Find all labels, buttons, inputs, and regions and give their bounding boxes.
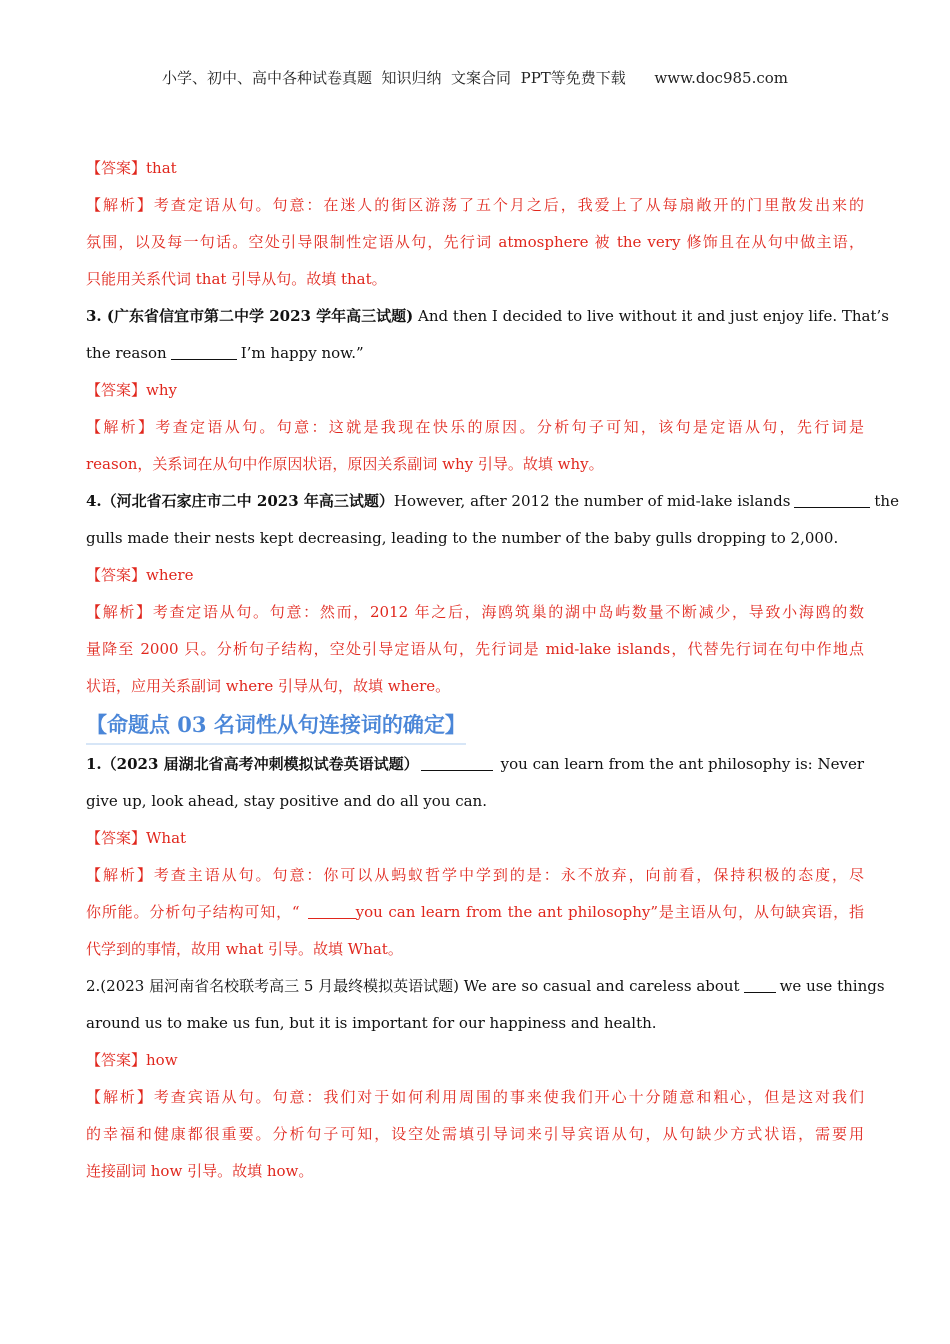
question-text: you can learn from the ant philosophy is: Never	[500, 755, 865, 773]
answer-line	[86, 557, 864, 594]
question-3-line2	[86, 335, 864, 372]
question-3-line1	[86, 298, 889, 335]
question-text: the reason	[86, 344, 167, 362]
analysis-label: 【解析】	[86, 603, 153, 621]
header-site-text: 小学、初中、高中各种试卷真题 知识归纳 文案合同 PPT等免费下载	[161, 69, 626, 87]
answer-line	[86, 150, 864, 187]
answer-blank	[171, 345, 237, 360]
analysis-line	[86, 409, 864, 446]
answer-value: how	[146, 1051, 178, 1069]
question-s1-line2: give up, look ahead, stay positive and do all you can.	[86, 792, 487, 810]
answer-line	[86, 1042, 864, 1079]
question-s2-line2: around us to make us fun, but it is important for our happiness and health.	[86, 1014, 657, 1032]
analysis-label: 【解析】	[86, 866, 154, 884]
analysis-line: 只能用关系代词 that 引导从句。故填 that。	[86, 270, 387, 288]
analysis-line	[86, 187, 864, 224]
answer-line	[86, 820, 864, 857]
header-url: www.doc985.com	[654, 69, 788, 87]
answer-value: where	[146, 566, 194, 584]
answer-label: 【答案】	[86, 566, 147, 584]
question-s1-line1	[86, 746, 864, 783]
answer-value: that	[146, 159, 177, 177]
question-s2-line1	[86, 968, 885, 1005]
question-text: However, after 2012 the number of mid-lake islands	[393, 492, 791, 510]
analysis-line	[86, 857, 864, 894]
analysis-line	[86, 1079, 864, 1116]
analysis-text: you can learn from the ant philosophy”是主语从句，从句缺宾语，指	[355, 903, 864, 921]
page-header	[0, 67, 950, 88]
analysis-text: 考查定语从句。句意：在迷人的街区游荡了五个月之后，我爱上了从每扇敞开的门里散发出来的	[153, 196, 864, 214]
question-text: 2.(2023 届河南省名校联考高三 5 月最终模拟英语试题) We are so casual and careless about	[86, 977, 740, 995]
analysis-label: 【解析】	[86, 1088, 154, 1106]
question-text: And then I decided to live without it and just enjoy life. That’s	[413, 307, 889, 325]
answer-label: 【答案】	[86, 159, 147, 177]
analysis-label: 【解析】	[86, 196, 154, 214]
question-4-line1	[86, 483, 899, 520]
analysis-line: reason，关系词在从句中作原因状语，原因关系副词 why 引导。故填 why。	[86, 455, 604, 473]
analysis-line: 氛围，以及每一句话。空处引导限制性定语从句，先行词 atmosphere 被 the very 修饰且在从句中做主语，	[86, 233, 864, 251]
answer-blank	[794, 493, 870, 508]
answer-blank	[744, 978, 776, 993]
answer-value: why	[146, 381, 177, 399]
analysis-text: 考查主语从句。句意：你可以从蚂蚁哲学中学到的是：永不放弃，向前看，保持积极的态度，尽	[153, 866, 864, 884]
analysis-text: 考查定语从句。句意：这就是我现在快乐的原因。分析句子可知，该句是定语从句，先行词是	[155, 418, 864, 436]
analysis-line	[86, 894, 864, 931]
analysis-line: 量降至 2000 只。分析句子结构，空处引导定语从句，先行词是 mid-lake islands，代替先行词在句中作地点	[86, 640, 864, 658]
answer-label: 【答案】	[86, 1051, 147, 1069]
question-number: 4.（河北省石家庄市二中 2023 年高三试题）	[86, 492, 394, 510]
document-body	[86, 150, 899, 1190]
analysis-line: 的幸福和健康都很重要。分析句子可知，设空处需填引导词来引导宾语从句，从句缺少方式状语，需要用	[86, 1125, 864, 1143]
question-text: we use things	[779, 977, 885, 995]
analysis-line	[86, 594, 864, 631]
question-4-line2: gulls made their nests kept decreasing, leading to the number of the baby gulls dropping to 2,000.	[86, 529, 839, 547]
answer-label: 【答案】	[86, 829, 147, 847]
analysis-line: 状语，应用关系副词 where 引导从句，故填 where。	[86, 677, 451, 695]
question-number: 3. (广东省信宜市第二中学 2023 学年高三试题)	[86, 307, 414, 325]
answer-line	[86, 372, 864, 409]
analysis-label: 【解析】	[86, 418, 156, 436]
answer-blank	[308, 904, 356, 919]
answer-label: 【答案】	[86, 381, 147, 399]
question-number: 1.（2023 届湖北省高考冲刺模拟试卷英语试题）	[86, 755, 419, 773]
question-text: I’m happy now.”	[240, 344, 364, 362]
answer-value: What	[146, 829, 187, 847]
analysis-line: 连接副词 how 引导。故填 how。	[86, 1162, 314, 1180]
analysis-text: 考查定语从句。句意：然而，2012 年之后，海鸥筑巢的湖中岛屿数量不断减少，导致小海鸥的数	[152, 603, 864, 621]
analysis-line: 代学到的事情，故用 what 引导。故填 What。	[86, 940, 403, 958]
section-heading: 【命题点 03 名词性从句连接词的确定】	[86, 707, 466, 745]
answer-blank	[421, 756, 493, 771]
question-text: the	[874, 492, 899, 510]
analysis-text: 你所能。分析句子结构可知，“	[86, 903, 300, 921]
analysis-text: 考查宾语从句。句意：我们对于如何利用周围的事来使我们开心十分随意和粗心，但是这对我们	[153, 1088, 864, 1106]
